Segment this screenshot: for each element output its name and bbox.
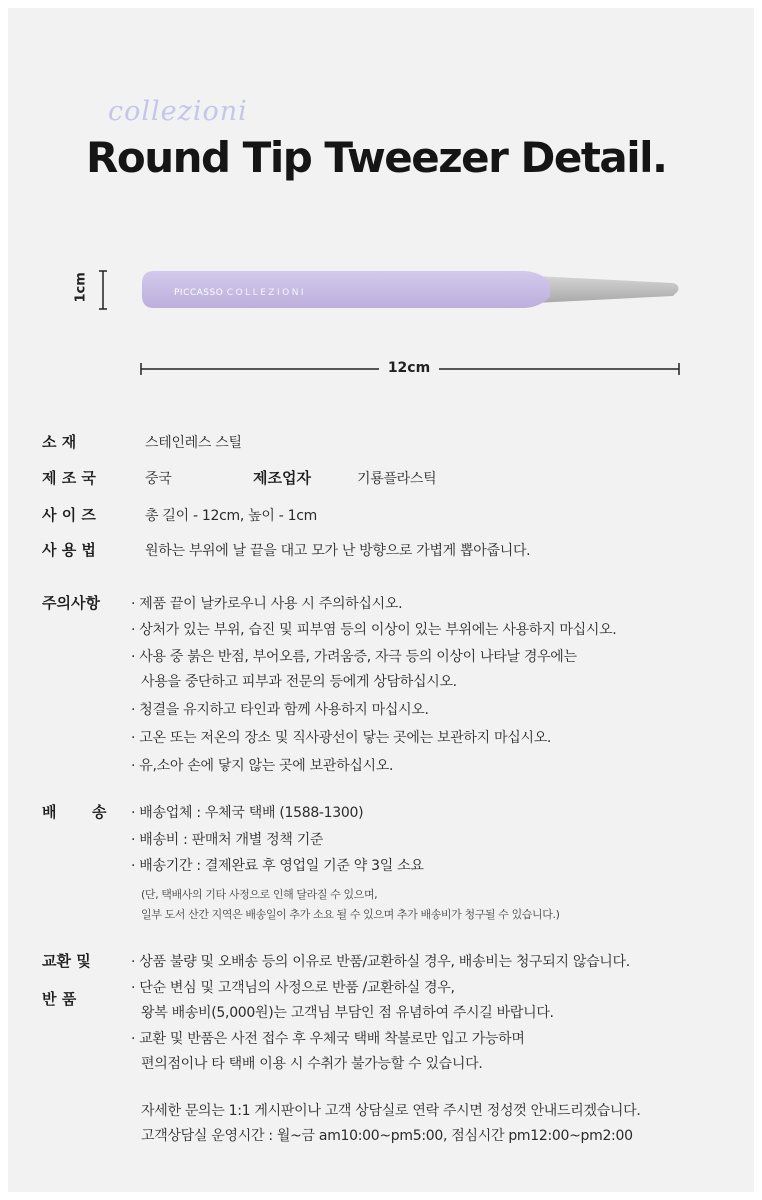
contact-line: 자세한 문의는 1:1 게시판이나 고객 상담실로 연락 주시면 정성껏 안내드리겠습니다. — [141, 1103, 641, 1119]
shipping-label-part1: 배 — [42, 803, 57, 821]
shipping-line: · 배송비 : 판매처 개별 정책 기준 — [131, 832, 324, 848]
shipping-line: · 배송업체 : 우체국 택배 (1588-1300) — [131, 805, 364, 821]
returns-line: 편의점이나 타 택배 이용 시 수취가 불가능할 수 있습니다. — [141, 1056, 483, 1072]
origin-label: 제 조 국 — [42, 469, 96, 487]
caution-label: 주의사항 — [42, 594, 100, 612]
shipping-note: (단, 택배사의 기타 사정으로 인해 달라질 수 있으며, — [141, 888, 378, 901]
maker-label: 제조업자 — [253, 469, 311, 487]
material-value: 스테인레스 스틸 — [145, 435, 242, 451]
shipping-label-part2: 송 — [92, 803, 107, 821]
returns-line: 왕복 배송비(5,000원)는 고객님 부담인 점 유념하여 주시길 바랍니다. — [141, 1005, 554, 1021]
contact-hours-line: 고객상담실 운영시간 : 월~금 am10:00~pm5:00, 점심시간 pm12:00~pm2:00 — [141, 1128, 633, 1144]
returns-label-part2: 반 품 — [42, 990, 77, 1008]
shipping-note: 일부 도서 산간 지역은 배송일이 추가 소요 될 수 있으며 추가 배송비가 청구될 수 있습니다.) — [141, 908, 560, 921]
brand-name: PICCASSO — [174, 288, 224, 298]
returns-label-part1: 교환 및 — [42, 952, 91, 970]
tweezer-brand-print — [174, 288, 306, 298]
sub-brand-name: COLLEZIONI — [226, 288, 307, 298]
usage-label: 사 용 법 — [42, 541, 96, 559]
caution-line: · 고온 또는 저온의 장소 및 직사광선이 닿는 곳에는 보관하지 마십시오. — [131, 730, 552, 746]
size-value: 총 길이 - 12cm, 높이 - 1cm — [145, 508, 317, 524]
length-dimension-label: 12cm — [379, 360, 439, 376]
caution-line: · 사용 중 붉은 반점, 부어오름, 가려움증, 자극 등의 이상이 나타날 경우에는 — [131, 649, 577, 665]
caution-line: · 상처가 있는 부위, 습진 및 피부염 등의 이상이 있는 부위에는 사용하지 마십시오. — [131, 622, 617, 638]
usage-value: 원하는 부위에 날 끝을 대고 모가 난 방향으로 가볍게 뽑아줍니다. — [145, 543, 531, 559]
returns-line: · 단순 변심 및 고객님의 사정으로 반품 /교환하실 경우, — [131, 980, 455, 996]
shipping-line: · 배송기간 : 결제완료 후 영업일 기준 약 3일 소요 — [131, 858, 424, 874]
maker-value: 기룡플라스틱 — [357, 471, 437, 487]
caution-line: · 제품 끝이 날카로우니 사용 시 주의하십시오. — [131, 596, 403, 612]
page-title: Round Tip Tweezer Detail. — [86, 133, 667, 182]
caution-line: · 유,소아 손에 닿지 않는 곳에 보관하십시오. — [131, 758, 394, 774]
origin-value: 중국 — [145, 471, 172, 487]
caution-line: · 청결을 유지하고 타인과 함께 사용하지 마십시오. — [131, 702, 429, 718]
caution-line: 사용을 중단하고 피부과 전문의 등에게 상담하십시오. — [141, 674, 457, 690]
material-label: 소 재 — [42, 433, 77, 451]
height-dimension-label: 1cm — [73, 272, 89, 303]
returns-line: · 교환 및 반품은 사전 접수 후 우체국 택배 착불로만 입고 가능하며 — [131, 1031, 525, 1047]
size-label: 사 이 즈 — [42, 506, 96, 524]
returns-line: · 상품 불량 및 오배송 등의 이유로 반품/교환하실 경우, 배송비는 청구되지 않습니다. — [131, 954, 630, 970]
brand-script-text: collezioni — [108, 96, 248, 127]
height-bracket-icon — [99, 270, 107, 310]
